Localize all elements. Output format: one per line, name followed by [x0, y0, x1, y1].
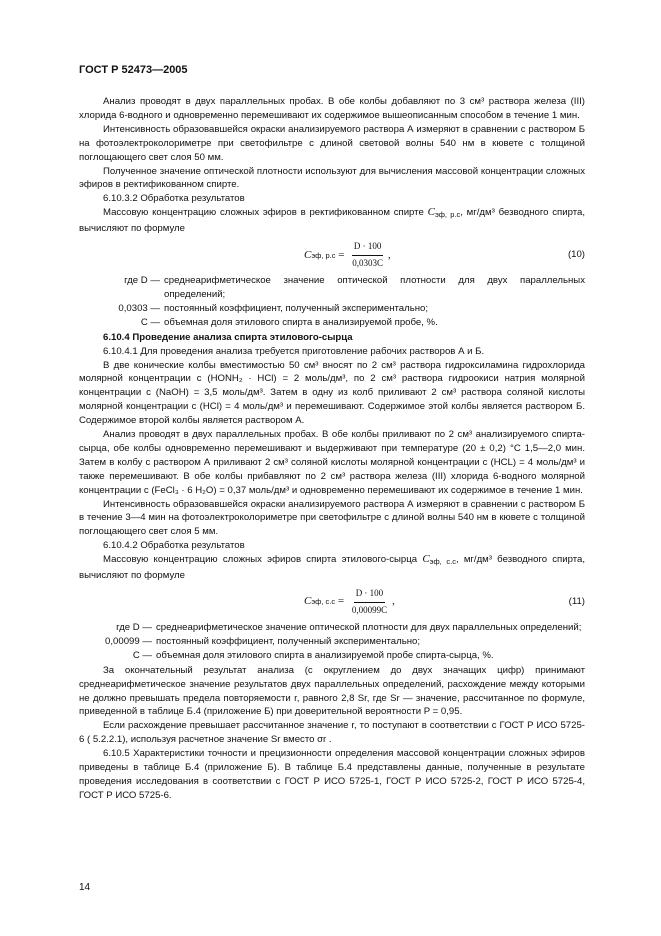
definition-key: где D —	[124, 275, 160, 287]
symbol-c: C	[427, 206, 435, 219]
definition-row	[79, 621, 585, 635]
formula-comma: ,	[388, 248, 391, 261]
fraction	[350, 240, 385, 271]
definition-text: постоянный коэффициент, полученный экспериментально;	[156, 635, 421, 647]
definition-row	[79, 316, 585, 330]
formula-comma: ,	[392, 595, 395, 608]
definition-row	[79, 274, 585, 302]
fraction-numerator: D · 100	[352, 240, 384, 256]
definition-key: C —	[132, 649, 152, 661]
paragraph	[79, 206, 585, 236]
paragraph: В две конические колбы вместимостью 50 см³ вносят по 2 см³ раствора гидроксиламина гидрохлорида молярной концентрации с (HONH₂ · HCl) = 2 моль/дм³, по 2 см³ раствора гидроокиси натрия молярной концентрации с (NaOH) = 3,5 моль/дм³. Затем в одну из колб приливают 2 см³ раствора соляной кислоты молярной концентрации с (HCl) = 4 моль/дм³ и перемешивают. Содержимое этой колбы является раствором Б. Содержимое второй колбы является раствором А.	[79, 359, 585, 427]
definition-text: среднеарифметическое значение оптической плотности для двух параллельных определений;	[156, 622, 582, 633]
definition-text: объемная доля этилового спирта в анализируемой пробе, %.	[164, 316, 438, 328]
fraction-denominator: 0,00099C	[351, 604, 388, 615]
definition-text: объемная доля этилового спирта в анализируемой пробе спирта-сырца, %.	[156, 649, 494, 661]
paragraph: Интенсивность образовавшейся окраски анализируемого раствора А измеряют в сравнении с раствором Б на фотоэлектроколориметре при светофильтре с длиной световой волны 540 нм в кювете с толщиной поглощающего свет слоя 50 мм.	[79, 123, 585, 163]
page-number: 14	[79, 882, 91, 893]
fraction-numerator: D · 100	[354, 587, 386, 603]
paragraph-text: , мг/дм³ безводного спирта, вычисляют по формуле	[79, 207, 586, 235]
definition-row	[79, 635, 585, 649]
subscript: эф, р.с	[434, 210, 461, 220]
section-heading: 6.10.4 Проведение анализа спирта этилового-сырца	[103, 331, 353, 343]
document-header: ГОСТ Р 52473—2005	[79, 64, 188, 76]
fraction-denominator: 0,0303C	[352, 257, 383, 268]
section-heading: 6.10.4.2 Обработка результатов	[103, 540, 245, 552]
definition-row	[79, 302, 585, 316]
paragraph-text: , мг/дм³ безводного спирта, вычисляют по формуле	[79, 554, 586, 582]
fraction	[350, 587, 389, 618]
formula-number: (10)	[567, 249, 585, 261]
definitions-10	[79, 274, 585, 330]
paragraph: Интенсивность образовавшейся окраски анализируемого раствора А измеряют в сравнении с раствором Б в течение 3—4 мин на фотоэлектроколориметре при светофильтре с длиной волны 540 нм в кювете с толщиной поглощающего свет слоя 5 мм.	[79, 498, 585, 538]
paragraph: Анализ проводят в двух параллельных пробах. В обе колбы приливают по 2 см³ анализируемого спирта-сырца, обе колбы одновременно перемешивают и выдерживают при температуре (20 ± 0,2) °С 1,5—2,0 мин. Затем в колбу с раствором А приливают 2 см³ соляной кислоты молярной концентрации с (HCL) = 4 моль/дм³ и также перемешивают. В обе колбы прибавляют по 2 см³ раствора железа (III) хлорида 6-водного молярной концентрации с (FeCl₃ · 6 H₂O) = 0,37 моль/дм³ и одновременно перемешивают их содержимое в течение 1 мин.	[79, 429, 585, 496]
paragraph: Полученное значение оптической плотности используют для вычисления массовой концентрации сложных эфиров в ректификованном спирте.	[79, 165, 585, 191]
definitions-11	[79, 621, 585, 663]
definition-key: где D —	[116, 622, 152, 633]
definition-key: C —	[140, 316, 160, 328]
definition-text: среднеарифметическое значение оптической плотности для двух параллельных определений;	[164, 275, 585, 300]
paragraph	[79, 553, 585, 583]
definition-key: 0,0303 —	[118, 302, 160, 314]
subscript: эф, с.с	[429, 557, 456, 567]
symbol-c: C	[422, 553, 430, 566]
definition-row	[79, 649, 585, 663]
formula-symbol-c: C	[304, 248, 312, 261]
equals-sign: =	[335, 248, 348, 261]
paragraph: За окончательный результат анализа (с округлением до двух значащих цифр) принимают среднеарифметическое значение результатов двух параллельных определений, расхождение между которыми не должно превышать предела повторяемости r, равного 2,8 Sr, где Sr — значение, рассчитанное по формуле, приведенной в таблице Б.4 (приложение Б) при доверительной вероятности P = 0,95.	[79, 664, 585, 718]
formula-symbol-c: C	[304, 595, 312, 608]
page-body	[79, 95, 585, 803]
paragraph: 6.10.5 Характеристики точности и прецизионности определения массовой концентрации сложных эфиров приведены в таблице Б.4 (приложение Б). В таблице Б.4 представлены данные, полученные в результате проведения исследования в соответствии с ГОСТ Р ИСО 5725-1, ГОСТ Р ИСО 5725-2, ГОСТ Р ИСО 5725-4, ГОСТ Р ИСО 5725-6.	[79, 748, 585, 801]
definition-key: 0,00099 —	[105, 635, 152, 647]
section-heading: 6.10.3.2 Обработка результатов	[103, 193, 245, 205]
equals-sign: =	[335, 595, 347, 608]
formula-subscript: эф, с.с	[311, 597, 336, 607]
formula-11	[79, 585, 585, 619]
definition-text: постоянный коэффициент, полученный экспериментально;	[164, 302, 429, 314]
paragraph-text: Массовую концентрацию сложных эфиров в ректификованном спирте	[103, 207, 424, 219]
paragraph: 6.10.4.1 Для проведения анализа требуется приготовление рабочих растворов А и Б.	[103, 345, 485, 357]
paragraph: Анализ проводят в двух параллельных пробах. В обе колбы добавляют по 3 см³ раствора железа (III) хлорида 6-водного и одновременно перемешивают их содержимое вышеописанным способом в течение 1 мин.	[79, 96, 585, 121]
formula-number: (11)	[568, 596, 585, 607]
paragraph: Если расхождение превышает рассчитанное значение r, то поступают в соответствии с ГОСТ Р ИСО 5725-6 ( 5.2.2.1), используя расчетное значение Sr вместо σr .	[79, 720, 585, 746]
formula-10	[79, 238, 585, 272]
formula-subscript: эф, р.с	[311, 250, 336, 260]
paragraph-text: Массовую концентрацию сложных эфиров спирта этилового-сырца	[103, 554, 418, 566]
